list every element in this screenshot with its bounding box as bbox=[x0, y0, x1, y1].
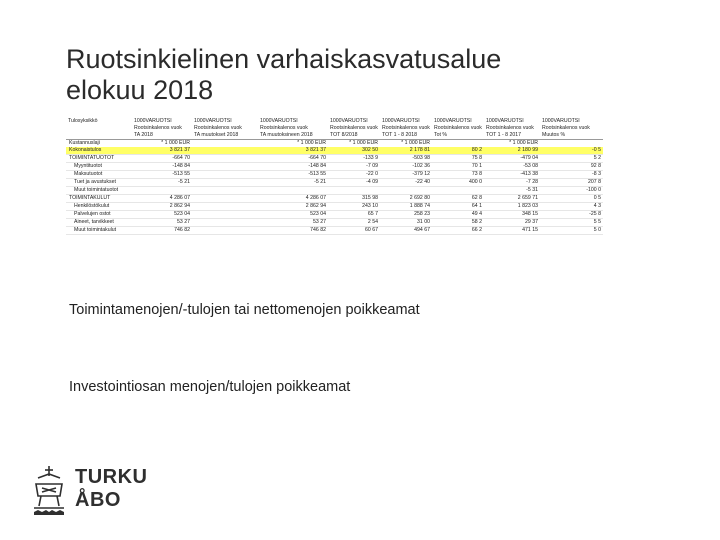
table-cell: -7 28 bbox=[484, 179, 540, 187]
table-cell: -4 09 bbox=[328, 179, 380, 187]
column-header: 1000VARUOTSI bbox=[484, 118, 540, 125]
table-cell bbox=[192, 147, 258, 155]
column-header: Tulosyksikkö bbox=[66, 118, 132, 125]
unit-cell bbox=[192, 140, 258, 148]
unit-cell: * 1 000 EUR bbox=[258, 140, 328, 148]
table-cell: 2 862 94 bbox=[132, 203, 192, 211]
table-cell: 92 8 bbox=[540, 163, 603, 171]
table-cell: 243 10 bbox=[328, 203, 380, 211]
table-cell bbox=[192, 211, 258, 219]
table-cell: -664 70 bbox=[132, 155, 192, 163]
column-header: Rootsinkalenos vuok bbox=[328, 125, 380, 132]
turku-crest-icon bbox=[30, 462, 68, 522]
slide-title bbox=[66, 44, 666, 106]
table-cell bbox=[380, 187, 432, 195]
column-header: Rootsinkalenos vuok bbox=[484, 125, 540, 132]
table-cell: 2 180 99 bbox=[484, 147, 540, 155]
slide-title-line1: Ruotsinkielinen varhaiskasvatusalue bbox=[66, 44, 502, 74]
column-header: Rootsinkalenos vuok bbox=[432, 125, 484, 132]
table-cell: 5 2 bbox=[540, 155, 603, 163]
operating-deviation-caption: Toimintamenojen/-tulojen tai nettomenojen poikkeamat bbox=[69, 302, 420, 318]
unit-cell: * 1 000 EUR bbox=[380, 140, 432, 148]
table-cell: 49 4 bbox=[432, 211, 484, 219]
unit-cell bbox=[432, 140, 484, 148]
table-cell: 471 15 bbox=[484, 227, 540, 235]
table-cell: 2 862 94 bbox=[258, 203, 328, 211]
table-row bbox=[66, 155, 603, 163]
table-cell: -7 09 bbox=[328, 163, 380, 171]
column-header: Rootsinkalenos vuok bbox=[380, 125, 432, 132]
column-header: TOT 8/2018 bbox=[328, 132, 380, 140]
table-cell: -664 70 bbox=[258, 155, 328, 163]
table-cell bbox=[192, 163, 258, 171]
table-cell: -479 04 bbox=[484, 155, 540, 163]
row-label: Myyntituotot bbox=[66, 163, 132, 171]
table-cell bbox=[192, 155, 258, 163]
table-cell: 65 7 bbox=[328, 211, 380, 219]
investment-deviation-caption: Investointiosan menojen/tulojen poikkeamat bbox=[69, 379, 351, 395]
unit-cell: * 1 000 EUR bbox=[328, 140, 380, 148]
table-cell: -148 84 bbox=[132, 163, 192, 171]
table-cell: -413 38 bbox=[484, 171, 540, 179]
column-header: Rootsinkalenos vuok bbox=[192, 125, 258, 132]
table-cell: -0 5 bbox=[540, 147, 603, 155]
table-cell: 53 27 bbox=[132, 219, 192, 227]
unit-cell: * 1 000 EUR bbox=[132, 140, 192, 148]
table-cell: 2 54 bbox=[328, 219, 380, 227]
table-cell: 53 27 bbox=[258, 219, 328, 227]
table-cell: -513 55 bbox=[132, 171, 192, 179]
table-row bbox=[66, 147, 603, 155]
table-cell: -133 9 bbox=[328, 155, 380, 163]
table-cell: 4 3 bbox=[540, 203, 603, 211]
row-label: Muut toimintatuotot bbox=[66, 187, 132, 195]
table-cell bbox=[192, 171, 258, 179]
table-cell: 348 15 bbox=[484, 211, 540, 219]
table-cell: -53 08 bbox=[484, 163, 540, 171]
table-cell: 60 67 bbox=[328, 227, 380, 235]
table-cell: 1 888 74 bbox=[380, 203, 432, 211]
table-cell: 64 1 bbox=[432, 203, 484, 211]
table-cell: 70 1 bbox=[432, 163, 484, 171]
column-header: 1000VARUOTSI bbox=[540, 118, 603, 125]
row-label: Tuet ja avustukset bbox=[66, 179, 132, 187]
table-cell: -8 3 bbox=[540, 171, 603, 179]
turku-abo-logo bbox=[30, 462, 148, 524]
table-row bbox=[66, 203, 603, 211]
table-cell: -25 8 bbox=[540, 211, 603, 219]
table-cell: 5 0 bbox=[540, 227, 603, 235]
column-header: Tot % bbox=[432, 132, 484, 140]
table-row bbox=[66, 171, 603, 179]
table-cell: 2 178 81 bbox=[380, 147, 432, 155]
table-cell bbox=[192, 219, 258, 227]
table-units-row bbox=[66, 140, 603, 148]
column-header: TOT 1 - 8 2017 bbox=[484, 132, 540, 140]
column-header: 1000VARUOTSI bbox=[132, 118, 192, 125]
table-cell: 5 5 bbox=[540, 219, 603, 227]
table-cell: -148 84 bbox=[258, 163, 328, 171]
table-cell bbox=[192, 203, 258, 211]
table-cell: -22 40 bbox=[380, 179, 432, 187]
column-header bbox=[66, 125, 132, 132]
table-cell: 494 67 bbox=[380, 227, 432, 235]
table-cell: -5 31 bbox=[484, 187, 540, 195]
table-cell: 207 8 bbox=[540, 179, 603, 187]
table-cell: 80 2 bbox=[432, 147, 484, 155]
table-row bbox=[66, 219, 603, 227]
slide-title-line2: elokuu 2018 bbox=[66, 75, 214, 105]
column-header: TA 2018 bbox=[132, 132, 192, 140]
table-row bbox=[66, 187, 603, 195]
column-header: 1000VARUOTSI bbox=[192, 118, 258, 125]
table-header-row bbox=[66, 118, 603, 125]
unit-cell: * 1 000 EUR bbox=[484, 140, 540, 148]
column-header: TOT 1 - 8 2018 bbox=[380, 132, 432, 140]
table-cell: 2 659 71 bbox=[484, 195, 540, 203]
table-cell bbox=[132, 187, 192, 195]
table-cell: 302 50 bbox=[328, 147, 380, 155]
table-header-row bbox=[66, 132, 603, 140]
row-label: TOIMINTATUOTOT bbox=[66, 155, 132, 163]
table-cell: 3 821 37 bbox=[258, 147, 328, 155]
table-cell: 315 98 bbox=[328, 195, 380, 203]
row-label: TOIMINTAKULUT bbox=[66, 195, 132, 203]
column-header bbox=[66, 132, 132, 140]
row-label: Kustannuslaji bbox=[66, 140, 132, 148]
table-cell: 523 04 bbox=[132, 211, 192, 219]
table-cell: -379 12 bbox=[380, 171, 432, 179]
table-row bbox=[66, 179, 603, 187]
column-header: 1000VARUOTSI bbox=[258, 118, 328, 125]
table-cell: 746 82 bbox=[258, 227, 328, 235]
row-label: Aineet, tarvikkeet bbox=[66, 219, 132, 227]
table-cell bbox=[258, 187, 328, 195]
row-label: Muut toimintakulut bbox=[66, 227, 132, 235]
unit-cell bbox=[540, 140, 603, 148]
budget-table-body bbox=[66, 118, 603, 235]
row-label: Henkilöstökulut bbox=[66, 203, 132, 211]
table-cell: 73 8 bbox=[432, 171, 484, 179]
column-header: Rootsinkalenos vuok bbox=[258, 125, 328, 132]
column-header: Rootsinkalenos vuok bbox=[132, 125, 192, 132]
table-cell: -5 21 bbox=[132, 179, 192, 187]
table-cell bbox=[328, 187, 380, 195]
table-cell: -102 36 bbox=[380, 163, 432, 171]
column-header: Rootsinkalenos vuok bbox=[540, 125, 603, 132]
column-header: 1000VARUOTSI bbox=[432, 118, 484, 125]
table-row bbox=[66, 211, 603, 219]
table-cell: 1 823 03 bbox=[484, 203, 540, 211]
table-cell: 0 5 bbox=[540, 195, 603, 203]
table-cell: -5 21 bbox=[258, 179, 328, 187]
table-row bbox=[66, 227, 603, 235]
budget-table bbox=[66, 118, 603, 235]
table-cell: -503 98 bbox=[380, 155, 432, 163]
row-label: Maksutuotot bbox=[66, 171, 132, 179]
table-cell: 3 821 37 bbox=[132, 147, 192, 155]
column-header: TA muutokset 2018 bbox=[192, 132, 258, 140]
column-header: 1000VARUOTSI bbox=[328, 118, 380, 125]
table-cell bbox=[192, 179, 258, 187]
table-cell bbox=[192, 187, 258, 195]
column-header: 1000VARUOTSI bbox=[380, 118, 432, 125]
table-cell bbox=[192, 227, 258, 235]
table-cell: 62 8 bbox=[432, 195, 484, 203]
table-cell: 58 2 bbox=[432, 219, 484, 227]
table-cell: -22 0 bbox=[328, 171, 380, 179]
table-cell: 29 37 bbox=[484, 219, 540, 227]
table-cell: 400 0 bbox=[432, 179, 484, 187]
table-cell: 66 2 bbox=[432, 227, 484, 235]
column-header: Muutos % bbox=[540, 132, 603, 140]
table-cell: -513 55 bbox=[258, 171, 328, 179]
table-cell: 523 04 bbox=[258, 211, 328, 219]
table-cell: 4 286 07 bbox=[258, 195, 328, 203]
table-cell bbox=[432, 187, 484, 195]
table-cell: 75 8 bbox=[432, 155, 484, 163]
table-cell: 2 692 80 bbox=[380, 195, 432, 203]
row-label: Kokonaistulos bbox=[66, 147, 132, 155]
table-cell: 4 286 07 bbox=[132, 195, 192, 203]
table-cell bbox=[192, 195, 258, 203]
table-cell: 258 23 bbox=[380, 211, 432, 219]
table-cell: 746 82 bbox=[132, 227, 192, 235]
table-cell: 31 00 bbox=[380, 219, 432, 227]
logo-text-abo: ÅBO bbox=[75, 489, 121, 511]
table-row bbox=[66, 195, 603, 203]
table-header-row bbox=[66, 125, 603, 132]
row-label: Palvelujen ostot bbox=[66, 211, 132, 219]
column-header: TA muutoksineen 2018 bbox=[258, 132, 328, 140]
logo-text-turku: TURKU bbox=[75, 466, 148, 488]
table-cell: -100 0 bbox=[540, 187, 603, 195]
table-row bbox=[66, 163, 603, 171]
